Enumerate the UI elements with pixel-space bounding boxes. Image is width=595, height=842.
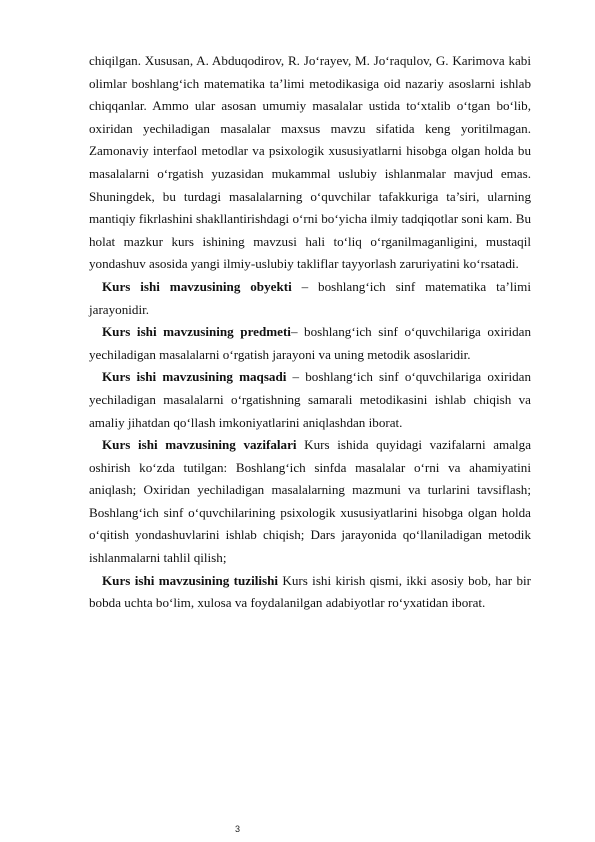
page-number: 3	[234, 824, 240, 834]
object-text: – boshlang‘ich sinf matematika ta’limi jarayonidir.	[89, 278, 531, 317]
object-label: Kurs ishi mavzusining obyekti	[102, 278, 292, 294]
structure-paragraph	[89, 570, 531, 615]
subject-paragraph	[89, 321, 531, 366]
intro-paragraph: chiqilgan. Xususan, A. Abduqodirov, R. Jo‘rayev, M. Jo‘raqulov, G. Karimova kabi olimlar boshlang‘ich matematika ta’limi metodikasiga oid nazariy asoslarni ishlab chiqqanlar. Ammo ular asosan umumiy masalalar ustida to‘xtalib o‘tgan bo‘lib, oxiridan yechiladigan masalalar maxsus mavzu sifatida keng yoritilmagan. Zamonaviy interfaol metodlar va psixologik xususiyatlarni hisobga olgan holda bu masalalarni o‘rgatish yuzasidan mukammal uslubiy ishlanmalar mavjud emas. Shuningdek, bu turdagi masalalarning o‘quvchilar tafakkuriga ta’siri, ularning mantiqiy fikrlashini shakllantirishdagi o‘rni bo‘yicha ilmiy tadqiqotlar soni kam. Bu holat mazkur kurs ishining mavzusi hali to‘liq o‘rganilmaganligini, mustaqil yondashuv asosida yangi ilmiy-uslubiy takliflar tayyorlash zaruriyatini ko‘rsatadi.	[89, 53, 531, 272]
tasks-text: Kurs ishida quyidagi vazifalarni amalga oshirish ko‘zda tutilgan: Boshlang‘ich sinfda masalalar o‘rni va ahamiyatini aniqlash; Oxiridan yechiladigan masalalarning mazmuni va turlarini tavsiflash; Boshlang‘ich sinf o‘quvchilarining psixologik xususiyatlarini hisobga olgan holda o‘qitish yondashuvlarini ishlab chiqish; Dars jarayonida qo‘llaniladigan metodik ishlanmalarni tahlil qilish;	[89, 437, 532, 566]
structure-label: Kurs ishi mavzusining tuzilishi	[102, 572, 279, 588]
tasks-label: Kurs ishi mavzusining vazifalari	[102, 437, 297, 453]
goal-paragraph	[89, 366, 531, 434]
goal-label: Kurs ishi mavzusining maqsadi	[102, 369, 287, 385]
document-body	[89, 50, 531, 615]
subject-text: – boshlang‘ich sinf o‘quvchilariga oxiridan yechiladigan masalalarni o‘rgatish jarayoni va uning metodik asoslaridir.	[89, 324, 531, 362]
object-paragraph	[89, 276, 531, 321]
subject-label: Kurs ishi mavzusining predmeti	[102, 324, 291, 340]
tasks-paragraph	[89, 434, 531, 570]
structure-text: Kurs ishi kirish qismi, ikki asosiy bob, har bir bobda uchta bo‘lim, xulosa va foydalanilgan adabiyotlar ro‘yxatidan iborat.	[89, 572, 531, 611]
goal-text: – boshlang‘ich sinf o‘quvchilariga oxiridan yechiladigan masalalarni o‘rgatishning samarali metodikasini ishlab chiqish va amaliy jihatdan qo‘llash imkoniyatlarini aniqlashdan iborat.	[89, 369, 531, 430]
